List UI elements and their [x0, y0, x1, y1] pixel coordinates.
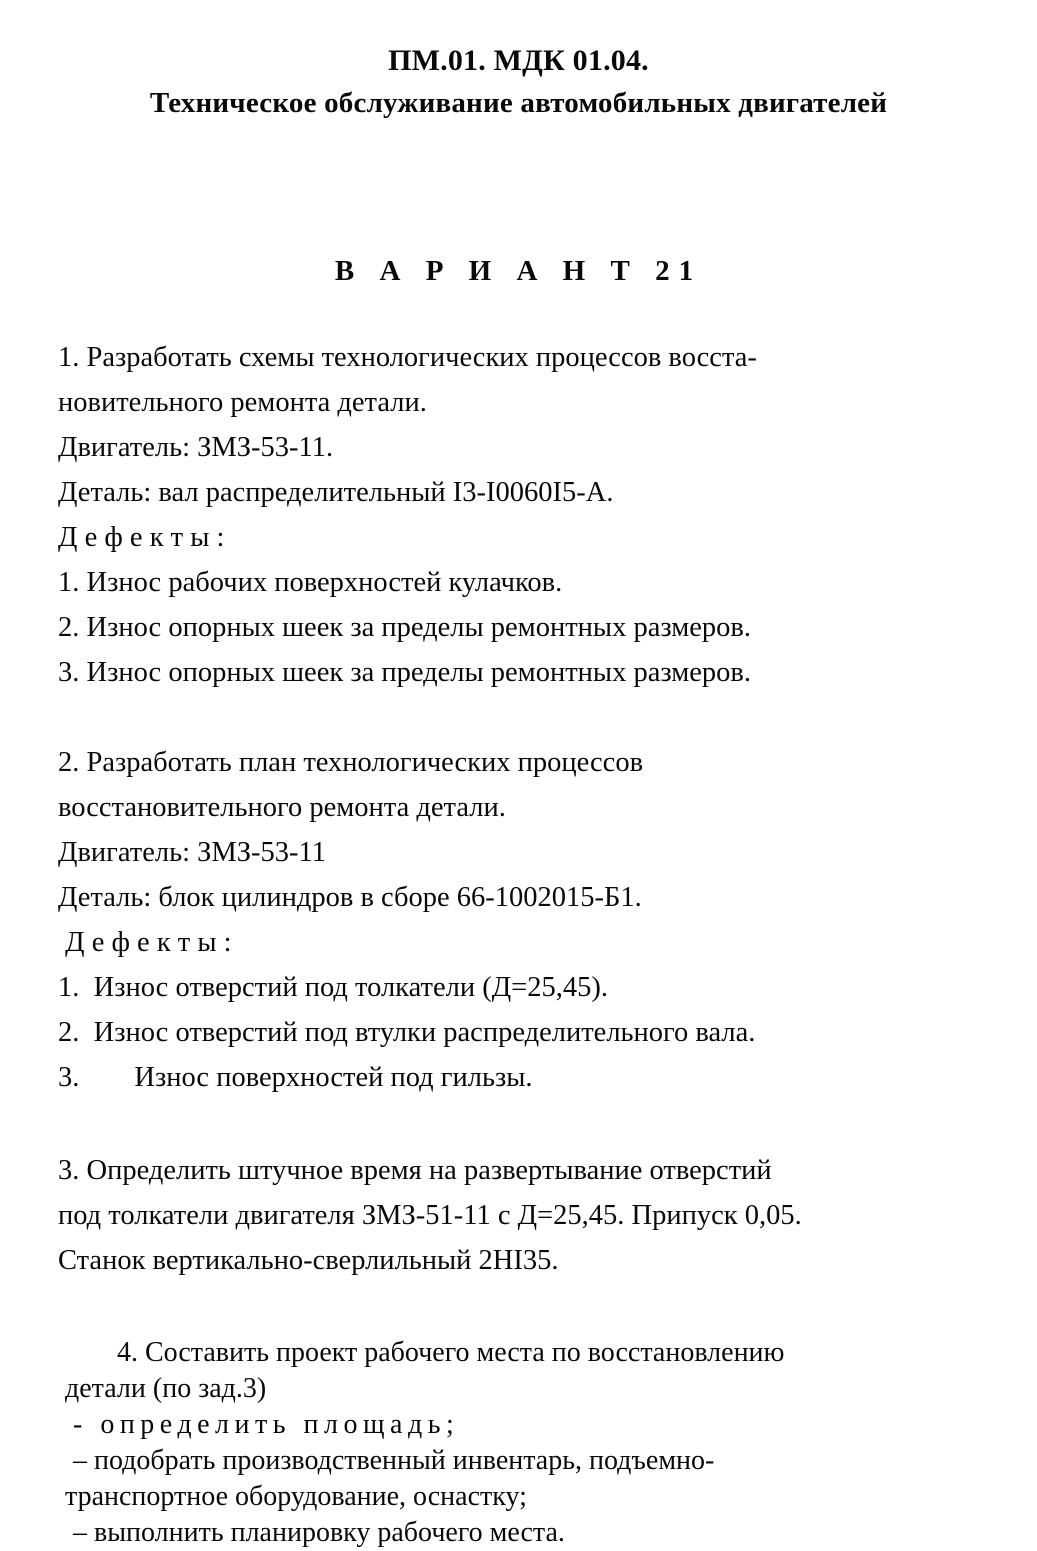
task-2-line-2: восстановительного ремонта детали.: [58, 792, 506, 823]
task-2-part: Деталь: блок цилиндров в сборе 66-1002015-Б1.: [58, 882, 642, 913]
task-1-part: Деталь: вал распределительный I3-I0060I5-А.: [58, 477, 614, 508]
task-1-line-1: 1. Разработать схемы технологических процессов восста-: [58, 342, 757, 373]
document-title: [0, 0, 1037, 125]
task-4-bullet-equipment-line-1: – подобрать производственный инвентарь, подъемно-: [73, 1445, 715, 1476]
task-3-line-3: Станок вертикально-сверлильный 2НI35.: [58, 1245, 559, 1276]
document-title-line-1: ПМ.01. МДК 01.04.: [388, 44, 649, 77]
task-1-line-2: новительного ремонта детали.: [58, 387, 427, 418]
task-2-block: [0, 695, 1037, 1100]
task-4-line-2: детали (по зад.3): [65, 1373, 267, 1404]
task-1-defect-item: 2. Износ опорных шеек за пределы ремонтных размеров.: [58, 612, 751, 643]
variant-heading: В А Р И А Н Т 21: [334, 255, 703, 287]
task-2-defects-label: Д е ф е к т ы :: [58, 927, 232, 958]
task-4-bullet-layout: – выполнить планировку рабочего места.: [73, 1517, 565, 1548]
task-4-bullet-equipment-line-2: транспортное оборудование, оснастку;: [65, 1481, 527, 1512]
task-3-line-1: 3. Определить штучное время на развертывание отверстий: [58, 1155, 772, 1186]
task-2-engine: Двигатель: ЗМЗ-53-11: [58, 837, 326, 868]
task-3-block: [0, 1100, 1037, 1283]
task-1-engine: Двигатель: ЗМЗ-53-11.: [58, 432, 334, 463]
task-1-block: [0, 288, 1037, 695]
task-3-line-2: под толкатели двигателя ЗМЗ-51-11 с Д=25,45. Припуск 0,05.: [58, 1200, 802, 1231]
task-4-line-1: 4. Составить проект рабочего места по восстановлению: [117, 1337, 785, 1368]
document-title-line-2: Техническое обслуживание автомобильных двигателей: [149, 87, 888, 119]
task-2-defect-item: 1. Износ отверстий под толкатели (Д=25,45).: [58, 972, 608, 1003]
task-4-block: [0, 1283, 1037, 1551]
task-2-defect-3-number: 3.: [58, 1062, 80, 1093]
task-2-defect-item: 2. Износ отверстий под втулки распределительного вала.: [58, 1017, 756, 1048]
task-1-defect-item: 3. Износ опорных шеек за пределы ремонтных размеров.: [58, 657, 751, 688]
task-1-defect-item: 1. Износ рабочих поверхностей кулачков.: [58, 567, 563, 598]
task-2-line-1: 2. Разработать план технологических процессов: [58, 747, 644, 778]
task-2-defect-item: [58, 1055, 992, 1100]
task-2-defect-3-text: Износ поверхностей под гильзы.: [134, 1062, 533, 1093]
task-4-bullet-area: - определить площадь;: [73, 1409, 460, 1440]
task-1-defects-label: Д е ф е к т ы :: [58, 522, 225, 553]
